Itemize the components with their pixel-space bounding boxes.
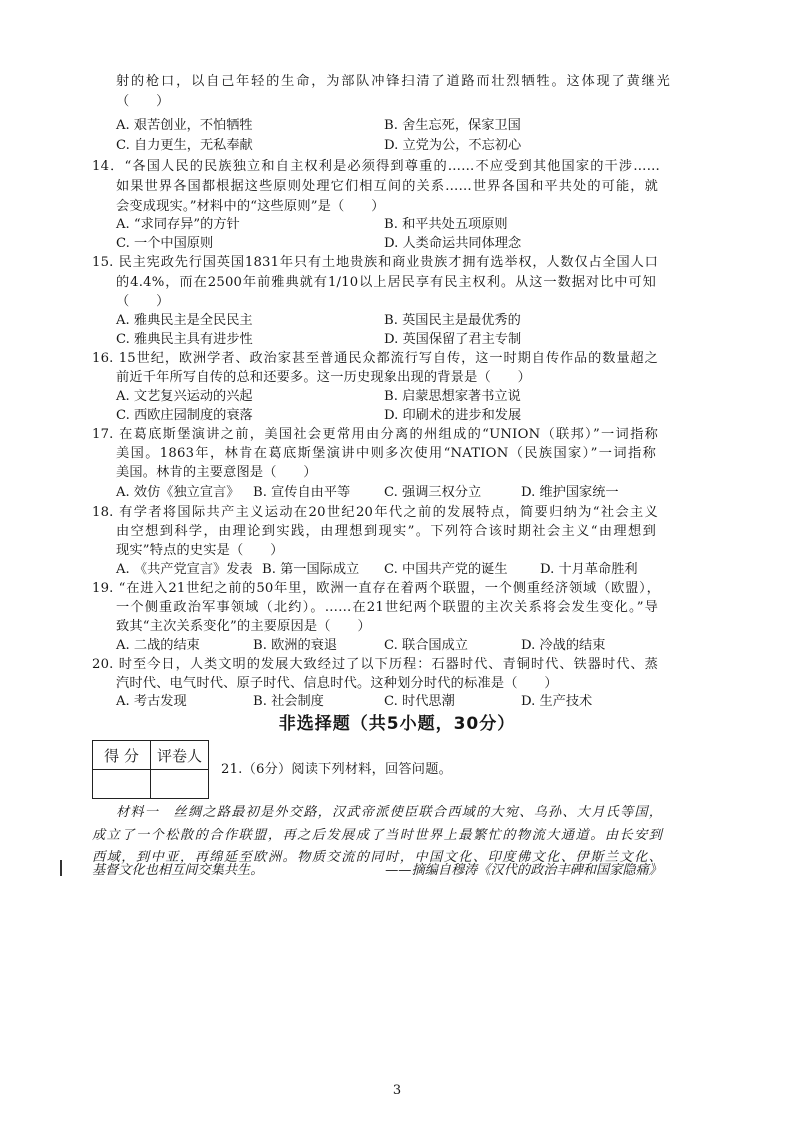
q13-stem-line2: （ ） <box>116 94 170 109</box>
q17-line3: 美国。林肯的主要意图是（ ） <box>116 465 317 480</box>
page-number: 3 <box>392 1083 402 1098</box>
section-heading: 非选择题（共5小题，30分） <box>278 714 516 734</box>
q13-option-b: B. 舍生忘死，保家卫国 <box>384 118 521 133</box>
grader-cell[interactable] <box>151 770 209 799</box>
q14-line2: 如果世界各国都根据这些原则处理它们相互间的关系……世界各国和平共处的可能，就 <box>116 179 658 194</box>
q18-line2: 由空想到科学，由理论到实践，由理想到现实”。下列符合该时期社会主义“由理想到 <box>116 524 656 539</box>
q20-option-a: A. 考古发现 <box>116 694 187 709</box>
q19-option-b: B. 欧洲的衰退 <box>253 638 338 653</box>
q15-line2: 的4.4%，而在2500年前雅典就有1/10以上居民享有民主权利。从这一数据对比中可知 <box>116 275 656 290</box>
material1-line2: 成立了一个松散的合作联盟，再之后发展成了当时世界上最繁忙的物流大通道。由长安到 <box>92 828 662 843</box>
q19-line2: 一个侧重政治军事领域（北约）。……在21世纪两个联盟的主次关系将会发生变化。”导 <box>116 600 658 615</box>
q20-option-d: D. 生产技术 <box>521 694 593 709</box>
score-table <box>92 740 209 799</box>
q18-option-d: D. 十月革命胜利 <box>540 562 638 577</box>
q18-option-a: A. 《共产党宣言》发表 <box>116 562 253 577</box>
q13-option-d: D. 立党为公，不忘初心 <box>384 138 522 153</box>
q18-option-b: B. 第一国际成立 <box>262 562 360 577</box>
q14-option-d: D. 人类命运共同体理念 <box>384 236 522 251</box>
q19-option-c: C. 联合国成立 <box>384 638 468 653</box>
q20-option-b: B. 社会制度 <box>253 694 324 709</box>
q16-option-b: B. 启蒙思想家著书立说 <box>384 389 521 404</box>
q19-line3: 致其“主次关系变化”的主要原因是（ ） <box>116 619 371 634</box>
q19-line1: 19. “在进入21世纪之前的50年里，欧洲一直存在着两个联盟，一个侧重经济领域（欧盟）， <box>92 581 660 596</box>
material1-line3: 西域，到中亚，再绵延至欧洲。物质交流的同时，中国文化、印度佛文化、伊斯兰文化、 <box>92 850 662 865</box>
material1-line1: 材料一 丝绸之路最初是外交路，汉武帝派使臣联合西域的大宛、乌孙、大月氏等国， <box>116 805 662 820</box>
q17-option-b: B. 宣传自由平等 <box>253 485 351 500</box>
grader-header: 评卷人 <box>151 741 209 770</box>
q17-option-d: D. 维护国家统一 <box>521 485 619 500</box>
q19-option-a: A. 二战的结束 <box>116 638 200 653</box>
q15-line1: 15. 民主宪政先行国英国1831年只有土地贵族和商业贵族才拥有选举权，人数仅占全国人口 <box>92 255 658 270</box>
q15-option-c: C. 雅典民主具有进步性 <box>116 332 253 347</box>
q18-option-c: C. 中国共产党的诞生 <box>384 562 508 577</box>
material1-source: ——摘编自穆涛《汉代的政治丰碑和国家隐痛》 <box>385 863 662 878</box>
q20-line2: 汽时代、电气时代、原子时代、信息时代。这种划分时代的标准是（ ） <box>116 676 558 691</box>
q15-option-d: D. 英国保留了君主专制 <box>384 332 522 347</box>
q16-option-d: D. 印刷术的进步和发展 <box>384 408 522 423</box>
q16-line2: 前近千年所写自传的总和还要多。这一历史现象出现的背景是（ ） <box>116 370 532 385</box>
score-cell[interactable] <box>93 770 151 799</box>
q15-line3: （ ） <box>116 294 170 309</box>
q19-option-d: D. 冷战的结束 <box>521 638 606 653</box>
score-header: 得 分 <box>93 741 151 770</box>
q17-line2: 美国。1863年，林肯在葛底斯堡演讲中则多次使用“NATION（民族国家）”一词指称 <box>116 446 656 461</box>
q16-option-a: A. 文艺复兴运动的兴起 <box>116 389 253 404</box>
q18-line3: 现实”特点的史实是（ ） <box>116 543 284 558</box>
q13-stem-line1: 射的枪口，以自己年轻的生命，为部队冲锋扫清了道路而壮烈牺牲。这体现了黄继光 <box>116 74 670 89</box>
q15-option-a: A. 雅典民主是全民民主 <box>116 313 253 328</box>
margin-mark <box>60 860 62 876</box>
q18-line1: 18. 有学者将国际共产主义运动在20世纪20年代之前的发展特点，简要归纳为“社会主义 <box>92 505 658 520</box>
material1-line4: 基督文化也相互间交集共生。 <box>92 863 264 878</box>
q20-line1: 20. 时至今日，人类文明的发展大致经过了以下历程：石器时代、青铜时代、铁器时代、蒸 <box>92 657 658 672</box>
q21-stem: 21.（6分）阅读下列材料，回答问题。 <box>221 762 452 777</box>
q14-option-a: A. “求同存异”的方针 <box>116 217 240 232</box>
q13-option-a: A. 艰苦创业，不怕牺牲 <box>116 118 253 133</box>
q17-option-a: A. 效仿《独立宣言》 <box>116 485 240 500</box>
q15-option-b: B. 英国民主是最优秀的 <box>384 313 521 328</box>
q14-line1: 14．“各国人民的民族独立和自主权利是必须得到尊重的……不应受到其他国家的干涉…… <box>92 159 660 174</box>
q16-option-c: C. 西欧庄园制度的衰落 <box>116 408 253 423</box>
q14-option-c: C. 一个中国原则 <box>116 236 214 251</box>
q14-option-b: B. 和平共处五项原则 <box>384 217 508 232</box>
q14-line3: 会变成现实。”材料中的“这些原则”是（ ） <box>116 199 385 214</box>
q13-option-c: C. 自力更生，无私奉献 <box>116 138 253 153</box>
q17-option-c: C. 强调三权分立 <box>384 485 482 500</box>
q17-line1: 17. 在葛底斯堡演讲之前，美国社会更常用由分离的州组成的“UNION（联邦）”一词指称 <box>92 427 658 442</box>
q16-line1: 16. 15世纪，欧洲学者、政治家甚至普通民众都流行写自传，这一时期自传作品的数量超之 <box>92 351 658 366</box>
q20-option-c: C. 时代思潮 <box>384 694 455 709</box>
